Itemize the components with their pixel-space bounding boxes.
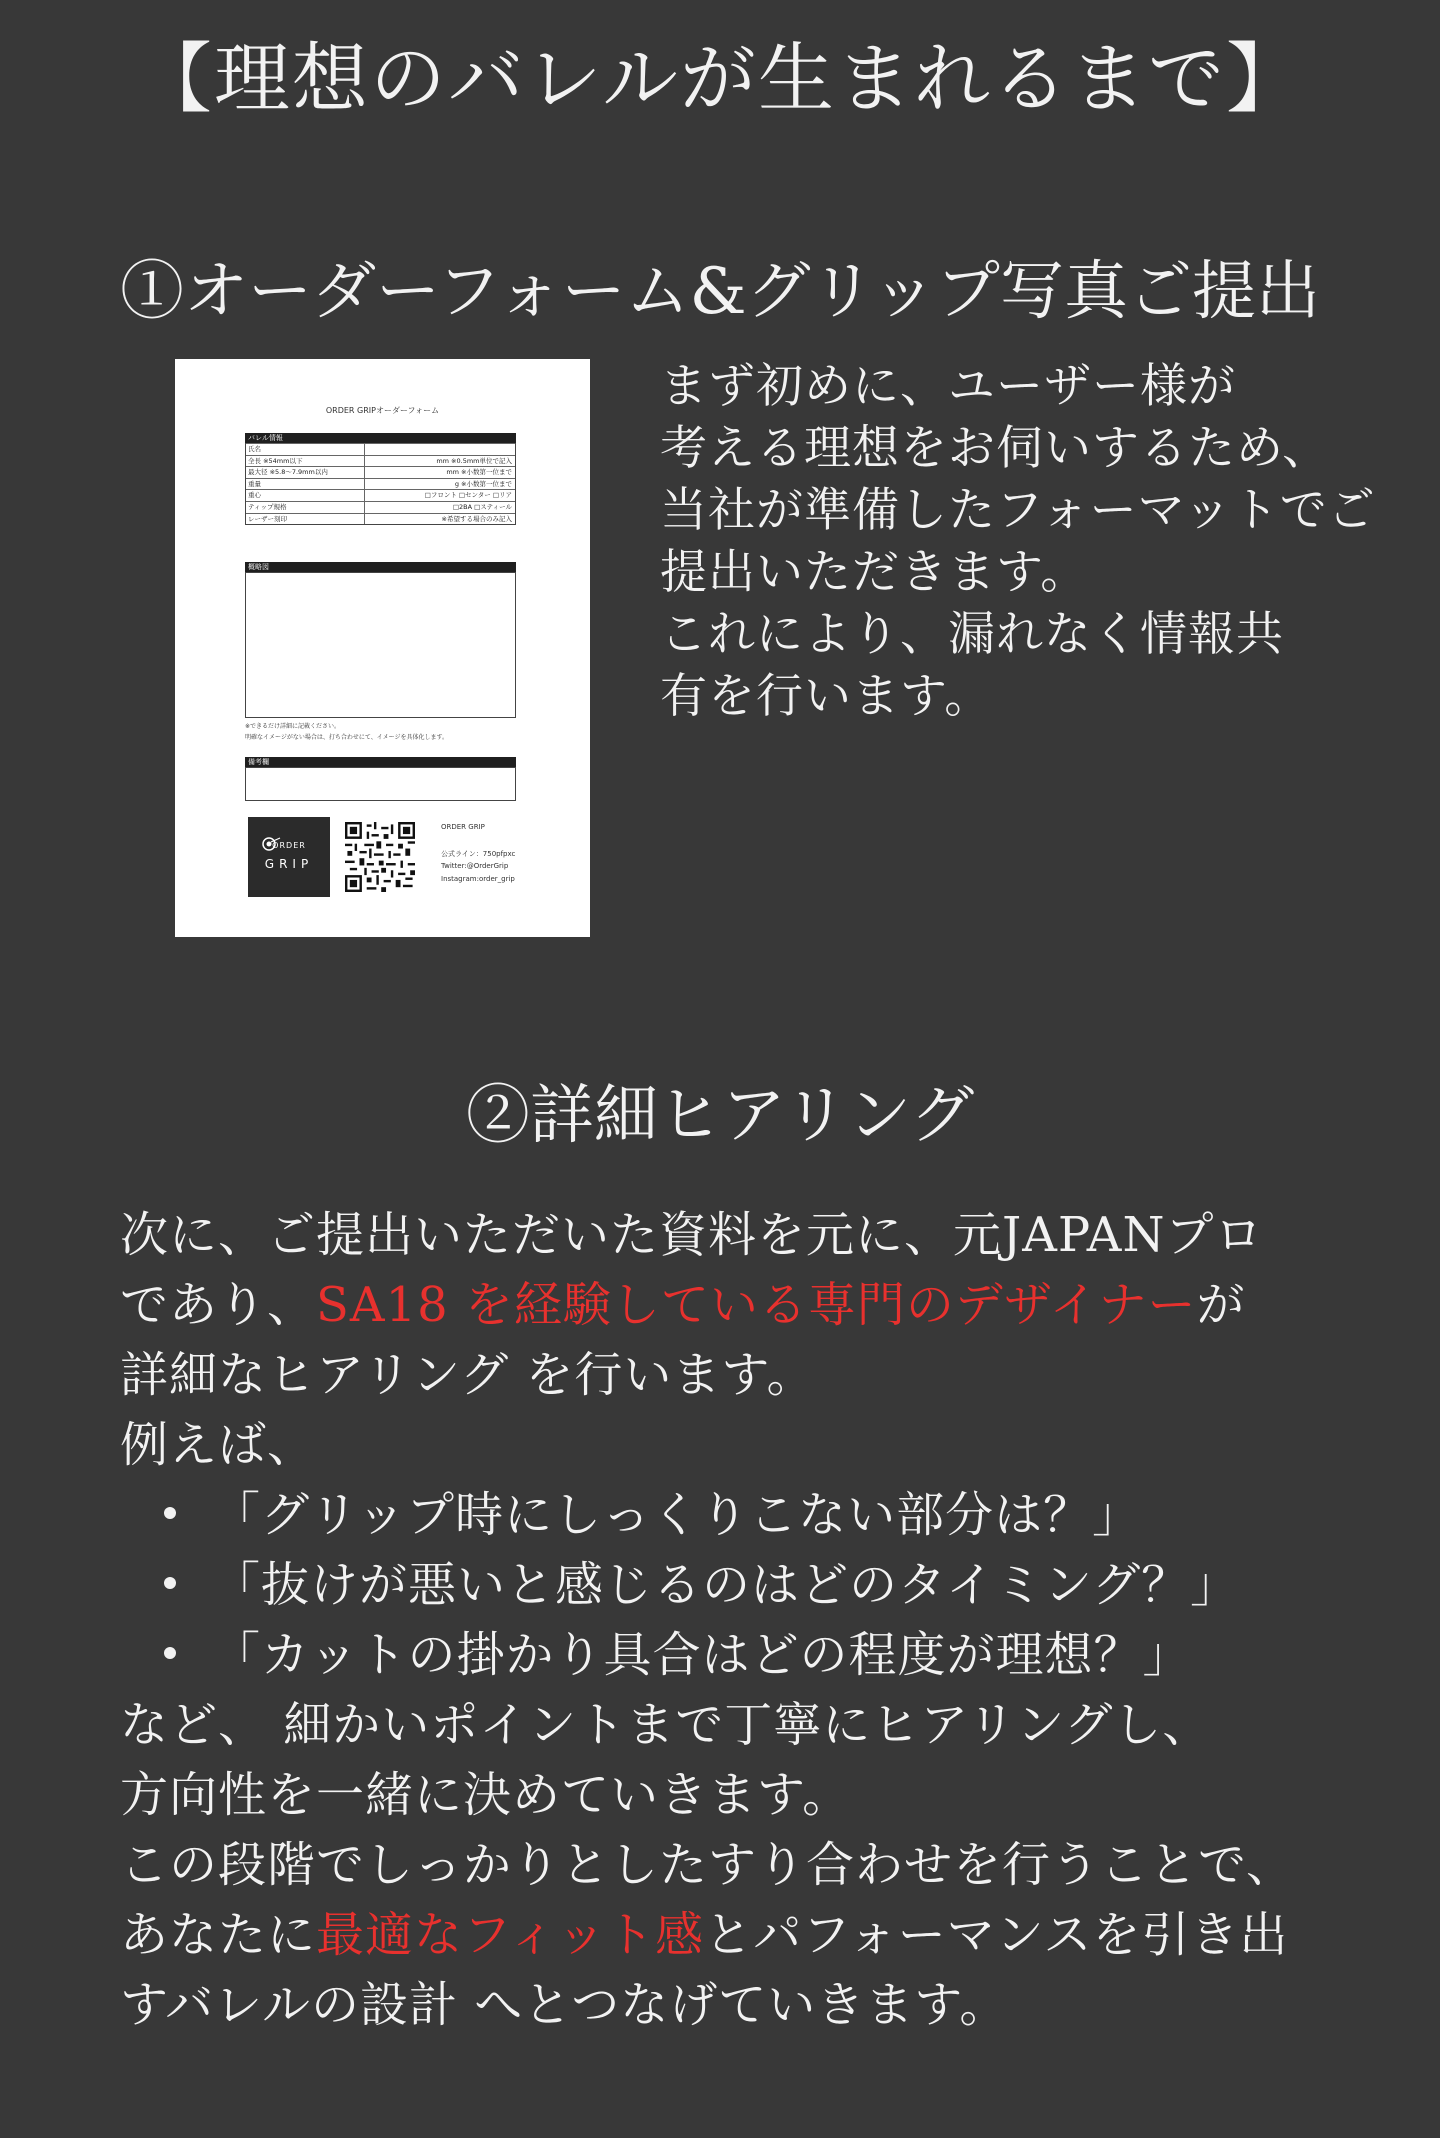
form-row: ティップ規格 □2BA □スティール bbox=[246, 501, 515, 513]
contact-twitter: Twitter:@OrderGrip bbox=[441, 862, 509, 870]
page-title: 【理想のバレルが生まれるまで】 bbox=[135, 34, 1305, 123]
form-row: 重量 g ※小数第一位まで bbox=[246, 478, 515, 490]
form-section-sketch: 概略図 bbox=[245, 562, 516, 572]
order-grip-logo: ORDER GRIP bbox=[248, 817, 330, 897]
form-sketch-box bbox=[245, 572, 516, 718]
order-form-image bbox=[175, 359, 590, 937]
form-section-remarks: 備考欄 bbox=[245, 757, 516, 767]
step2-description: 次に、ご提出いただいた資料を元に、元JAPANプロ であり、SA18 を経験している専門のデザイナーが 詳細なヒアリング を行います。 例えば、 「グリップ時にしっくりこない部分は？」 「抜けが悪いと感じるのはどのタイミング？」 「カットの掛かり具合はどの程度が理想？」 など、 細かいポイントまで丁寧にヒアリングし、 方向性を一緒に決めていきます。 この段階でしっかりとしたすり合わせを行うことで、 あなたに最適なフィット感とパフォーマンスを引き出 すバレルの設計 へとつなげていきます。 bbox=[120, 1207, 1296, 2033]
form-row: 氏名 bbox=[246, 443, 515, 455]
form-table bbox=[245, 443, 516, 525]
step1-heading: ①オーダーフォーム&グリップ写真ご提出 bbox=[119, 255, 1320, 329]
contact-name: ORDER GRIP bbox=[441, 823, 485, 831]
form-note: 明確なイメージがない場合は、打ち合わせにて、イメージを具体化します。 bbox=[245, 734, 449, 741]
form-section-barrel: バレル情報 bbox=[245, 433, 516, 443]
list-item: 「抜けが悪いと感じるのはどのタイミング？」 bbox=[120, 1550, 1295, 1620]
highlight-fit: 最適なフィット感 bbox=[316, 1907, 705, 1963]
form-row: レーザー刻印 ※希望する場合のみ記入 bbox=[246, 513, 515, 525]
form-row: 最大径 ※5.8〜7.9mm以内 mm ※小数第一位まで bbox=[246, 466, 515, 478]
step2-heading: ②詳細ヒアリング bbox=[465, 1079, 975, 1153]
form-note: ※できるだけ詳細に記載ください。 bbox=[245, 723, 341, 730]
highlight-designer: SA18 を経験している専門のデザイナー bbox=[316, 1277, 1197, 1333]
form-row: 全長 ※54mm以下 mm ※0.5mm単位で記入 bbox=[246, 455, 515, 467]
contact-line: 公式ライン：750pfpxc bbox=[441, 850, 516, 858]
list-item: 「カットの掛かり具合はどの程度が理想？」 bbox=[120, 1620, 1295, 1690]
list-item: 「グリップ時にしっくりこない部分は？」 bbox=[120, 1480, 1295, 1550]
form-remarks-box bbox=[245, 767, 516, 801]
form-row: 重心 □フロント □センター □リア bbox=[246, 489, 515, 501]
form-title: ORDER GRIPオーダーフォーム bbox=[325, 406, 440, 415]
step1-description: まず初めに、ユーザー様が 考える理想をお伺いするため、 当社が準備したフォーマットでご 提出いただきます。 これにより、漏れなく情報共 有を行います。 bbox=[660, 359, 1376, 724]
contact-instagram: Instagram:order_grip bbox=[441, 875, 515, 883]
qr-code-icon bbox=[345, 822, 415, 892]
example-questions-list bbox=[120, 1480, 1295, 1690]
